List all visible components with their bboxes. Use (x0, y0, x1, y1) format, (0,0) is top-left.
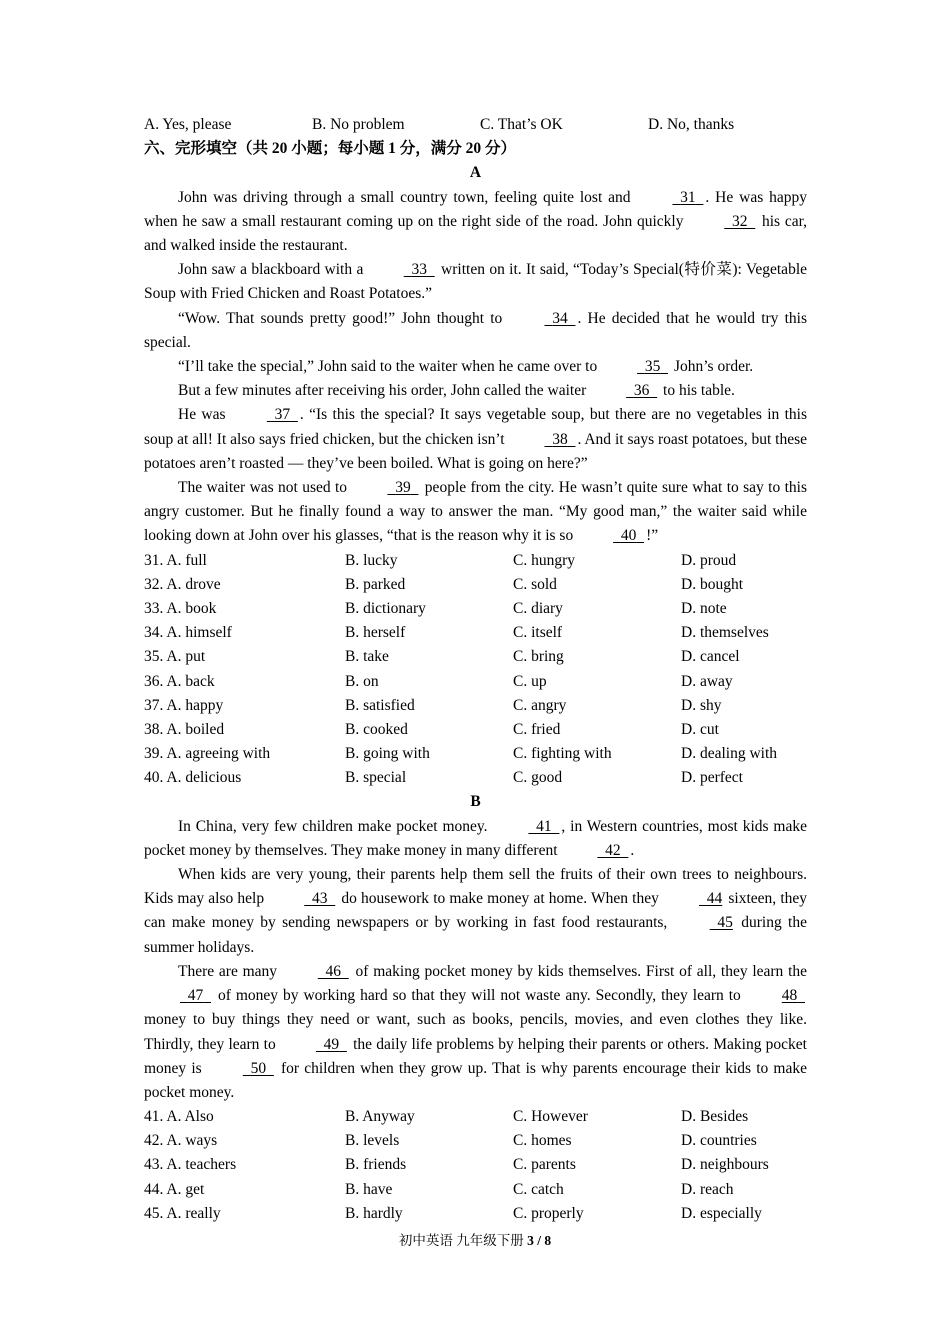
text: of making pocket money by kids themselves. First of all, they learn the (350, 962, 808, 980)
passage-a-paragraph-7 (144, 476, 807, 549)
blank-43 (268, 887, 337, 911)
text: of money by working hard so that they will not waste any. Secondly, they learn to (213, 987, 746, 1005)
option-a: 38. A. boiled (144, 720, 225, 738)
option-d: D. away (681, 672, 733, 690)
option-d: D. neighbours (681, 1156, 769, 1174)
text: his car, and walked inside the restaurant. (144, 212, 808, 254)
passage-b-paragraph-1 (144, 815, 807, 863)
blank-32 (688, 210, 757, 234)
option-a: 37. A. happy (144, 696, 224, 714)
text: sixteen, they can make money by sending newspapers or by working in fast food restaurants, (144, 890, 808, 932)
option-a: 39. A. agreeing with (144, 745, 271, 763)
blank-41 (492, 815, 561, 839)
option-c: C. itself (513, 624, 563, 642)
options-b (144, 1105, 807, 1226)
blank-number: 41 (536, 817, 552, 835)
passage-a-paragraph-3 (144, 307, 807, 355)
option-a: 45. A. really (144, 1204, 221, 1222)
blank-number: 40 (620, 527, 637, 545)
blank-45 (674, 911, 735, 935)
text: The waiter was not used to (178, 479, 352, 496)
option-d: D. cut (681, 720, 719, 738)
option-row (144, 1178, 807, 1202)
blank-number: 50 (250, 1059, 267, 1077)
blank-number: 34 (552, 309, 568, 327)
text: John’s order. (670, 357, 754, 375)
option-b: B. on (345, 672, 379, 690)
blank-number: 45 (717, 914, 733, 932)
blank-31 (636, 186, 705, 210)
option-b: B. hardly (345, 1204, 403, 1222)
text: . And it says roast potatoes, but these potatoes aren’t roasted — they’ve been boiled. What is going on here?” (144, 430, 807, 472)
passage-a-paragraph-5 (144, 379, 807, 403)
option-a: 36. A. back (144, 672, 215, 690)
text: John was driving through a small country town, feeling quite lost and (178, 188, 637, 206)
option-b: B. cooked (345, 720, 408, 738)
blank-46 (282, 960, 351, 984)
text: In China, very few children make pocket money. (178, 817, 493, 835)
text: the daily life problems by helping their parents or others. Making pocket money is (144, 1035, 807, 1077)
blank-number: 48 (781, 987, 798, 1005)
blank-50 (207, 1057, 276, 1081)
text: “Wow. That sounds pretty good!” John thought to (178, 309, 509, 327)
option-d: D. especially (681, 1204, 762, 1222)
blank-35 (601, 355, 670, 379)
blank-number: 37 (274, 406, 291, 424)
option-d: D. proud (681, 551, 737, 569)
option-b: B. have (345, 1180, 393, 1198)
option-row (144, 742, 807, 766)
blank-number: 43 (311, 890, 328, 908)
option-a: 35. A. put (144, 648, 206, 666)
text: . (630, 841, 635, 859)
q30-options (144, 113, 807, 137)
exam-page (144, 113, 807, 1226)
option-row (144, 621, 807, 645)
blank-48 (746, 984, 807, 1008)
option-d: D. bought (681, 575, 743, 593)
blank-33 (368, 258, 437, 282)
q30-option-c: C. That’s OK (480, 116, 563, 133)
passage-a-label: A (469, 164, 482, 182)
blank-37 (231, 403, 300, 427)
blank-number: 47 (187, 987, 204, 1005)
text: He was (178, 406, 231, 424)
text: !” (646, 527, 659, 545)
page-footer (0, 1229, 950, 1249)
option-a: 43. A. teachers (144, 1156, 237, 1174)
option-c: C. fighting with (513, 745, 612, 763)
text: John saw a blackboard with a (178, 261, 368, 279)
option-a: 41. A. Also (144, 1108, 214, 1126)
option-row (144, 645, 807, 669)
option-c: C. hungry (513, 551, 575, 569)
option-a: 33. A. book (144, 599, 217, 617)
footer-text: 初中英语 九年级下册 (398, 1233, 528, 1248)
option-c: C. good (513, 769, 563, 787)
text: people from the city. He wasn’t quite sure what to say to this angry customer. But he finally found a way to answer the man. “My good man,” the waiter said while looking down at John over his glasses, “that is the reason why it is so (144, 479, 807, 545)
option-c: C. properly (513, 1204, 584, 1222)
text: to his table. (659, 382, 735, 400)
option-row (144, 670, 807, 694)
blank-38 (508, 428, 577, 452)
option-row (144, 597, 807, 621)
passage-b-paragraph-2 (144, 863, 807, 960)
option-row (144, 1153, 807, 1177)
option-a: 44. A. get (144, 1180, 205, 1198)
blank-49 (280, 1033, 349, 1057)
blank-number: 39 (395, 479, 411, 496)
option-b: B. lucky (345, 551, 398, 569)
blank-47 (144, 984, 213, 1008)
option-c: C. up (513, 672, 547, 690)
option-c: C. fried (513, 720, 561, 738)
blank-number: 38 (552, 430, 568, 448)
passage-b-label: B (470, 793, 481, 811)
blank-number: 32 (732, 212, 748, 230)
text: . He was happy when he saw a small restaurant coming up on the right side of the road. John quickly (144, 188, 807, 230)
option-d: D. themselves (681, 624, 769, 642)
text: . He decided that he would try this special. (144, 309, 807, 351)
blank-36 (590, 379, 659, 403)
blank-number: 31 (680, 188, 696, 206)
option-a: 34. A. himself (144, 624, 232, 642)
page-number: 3 (527, 1233, 534, 1248)
blank-number: 36 (633, 382, 650, 400)
text: for children when they grow up. That is why parents encourage their kids to make pocket money. (144, 1059, 807, 1101)
option-a: 31. A. full (144, 551, 207, 569)
text: during the summer holidays. (144, 914, 807, 956)
option-d: D. countries (681, 1132, 757, 1150)
option-b: B. satisfied (345, 696, 415, 714)
text: , in Western countries, most kids make pocket money by themselves. They make money in many different (144, 817, 807, 859)
option-row (144, 1129, 807, 1153)
text: do housework to make money at home. When they (337, 890, 663, 908)
option-c: C. However (513, 1108, 588, 1126)
option-c: C. sold (513, 575, 557, 593)
option-row (144, 766, 807, 790)
passage-b-paragraph-3 (144, 960, 807, 1105)
option-d: D. reach (681, 1180, 734, 1198)
blank-number: 42 (605, 841, 621, 859)
blank-number: 46 (325, 962, 342, 980)
option-c: C. bring (513, 648, 564, 666)
passage-a-paragraph-6 (144, 403, 807, 476)
blank-39 (351, 476, 420, 500)
q30-option-a: A. Yes, please (144, 116, 232, 133)
option-b: B. parked (345, 575, 406, 593)
option-d: D. perfect (681, 769, 743, 787)
blank-34 (508, 307, 577, 331)
text: There are many (178, 962, 282, 980)
option-a: 40. A. delicious (144, 769, 242, 787)
option-d: D. cancel (681, 648, 740, 666)
text: written on it. It said, “Today’s Special(特价菜): Vegetable Soup with Fried Chicken and Roast Potatoes.” (144, 261, 807, 303)
q30-option-d: D. No, thanks (648, 116, 735, 133)
options-a (144, 549, 807, 791)
text: . “Is this the special? It says vegetable soup, but there are no vegetables in this soup at all! It also says fried chicken, but the chicken isn’t (144, 406, 807, 448)
option-c: C. diary (513, 599, 563, 617)
blank-number: 33 (411, 261, 427, 279)
option-row (144, 1105, 807, 1129)
option-b: B. herself (345, 624, 406, 642)
option-d: D. shy (681, 696, 722, 714)
blank-44 (663, 887, 724, 911)
option-b: B. going with (345, 745, 430, 763)
option-d: D. Besides (681, 1108, 749, 1126)
page-total: 8 (544, 1233, 552, 1248)
option-row (144, 718, 807, 742)
option-b: B. Anyway (345, 1108, 415, 1126)
option-c: C. parents (513, 1156, 576, 1174)
blank-42 (561, 839, 630, 863)
passage-a-paragraph-2 (144, 258, 807, 306)
option-d: D. dealing with (681, 745, 777, 763)
blank-number: 35 (644, 357, 661, 375)
blank-40 (577, 524, 646, 548)
text: “I’ll take the special,” John said to the waiter when he came over to (178, 357, 602, 375)
section-heading: 六、完形填空（共 20 小题；每小题 1 分，满分 20 分） (144, 140, 517, 158)
option-row (144, 573, 807, 597)
blank-number: 49 (323, 1035, 340, 1053)
page-separator: / (533, 1233, 545, 1248)
option-a: 32. A. drove (144, 575, 221, 593)
option-b: B. friends (345, 1156, 407, 1174)
passage-a-paragraph-4 (144, 355, 807, 379)
passage-a-paragraph-1 (144, 186, 807, 259)
text: But a few minutes after receiving his order, John called the waiter (178, 382, 591, 400)
option-row (144, 549, 807, 573)
blank-number: 44 (706, 890, 723, 908)
text: When kids are very young, their parents help them sell the fruits of their own trees to neighbours. Kids may also help (144, 866, 807, 908)
option-d: D. note (681, 599, 727, 617)
q30-option-b: B. No problem (312, 116, 405, 133)
text: money to buy things they need or want, such as books, pencils, movies, and even clothes they like. Thirdly, they learn to (144, 1011, 807, 1053)
option-b: B. take (345, 648, 389, 666)
option-row (144, 694, 807, 718)
option-c: C. catch (513, 1180, 564, 1198)
option-b: B. special (345, 769, 407, 787)
option-c: C. angry (513, 696, 567, 714)
option-row (144, 1202, 807, 1226)
option-b: B. dictionary (345, 599, 426, 617)
option-a: 42. A. ways (144, 1132, 218, 1150)
option-b: B. levels (345, 1132, 400, 1150)
option-c: C. homes (513, 1132, 572, 1150)
